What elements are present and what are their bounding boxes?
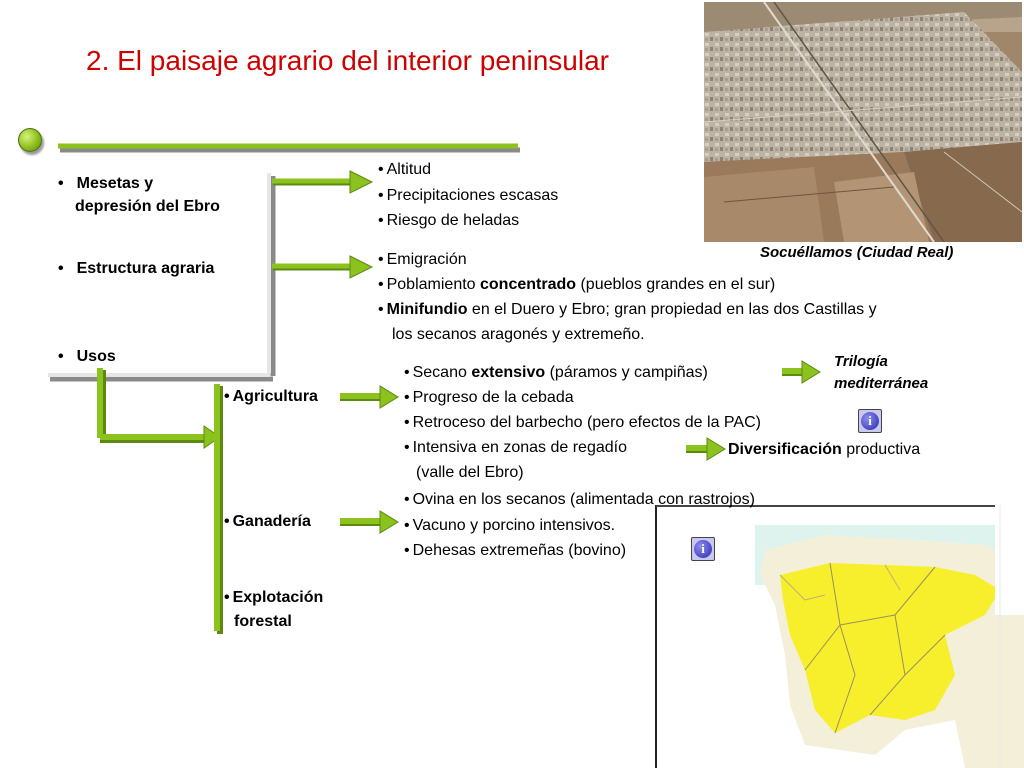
block1-item-altitud-text: Altitud (386, 161, 432, 178)
gan-dehesas-text: Dehesas extremeñas (bovino) (412, 542, 627, 559)
trilogia-label (834, 351, 928, 395)
agri-barbecho-text: Retroceso del barbecho (pero efectos de la PAC) (412, 414, 761, 431)
agri-cebada-text: Progreso de la cebada (412, 389, 574, 406)
block2-minifundio-post: en el Duero y Ebro; gran propiedad en las dos Castillas y (467, 301, 877, 318)
info-icon: i (861, 412, 879, 430)
usos-agricultura (224, 385, 318, 409)
gan-vacuno-text: Vacuno y porcino intensivos. (412, 517, 616, 534)
agri-intensiva-line2: (valle del Ebro) (416, 464, 524, 481)
agri-item-intensiva (404, 436, 627, 460)
diversificacion-bold: Diversificación (728, 441, 842, 458)
left-item-estructura (58, 257, 214, 281)
block2-poblamiento-post: (pueblos grandes en el sur) (576, 276, 776, 293)
diversificacion-label (728, 438, 920, 462)
agri-item-secano (404, 361, 708, 385)
block2-poblamiento-pre: Poblamiento (386, 276, 480, 293)
agri-secano-pre: Secano (412, 364, 472, 381)
gan-item-ovina (404, 488, 755, 512)
usos-ganaderia-label: Ganadería (232, 513, 311, 530)
arrow-to-agricultura (340, 386, 398, 408)
block2-minifundio-bold: Minifundio (386, 301, 468, 318)
block2-poblamiento-bold: concentrado (480, 276, 577, 293)
left-item-usos (58, 345, 116, 369)
arrow-to-diversificacion (686, 438, 725, 460)
agri-secano-bold: extensivo (471, 364, 546, 381)
left-item-mesetas-l1: Mesetas y (76, 175, 154, 192)
agri-secano-post: (páramos y campiñas) (545, 364, 708, 381)
usos-ganaderia (224, 510, 311, 534)
trilogia-l1: Trilogía (834, 353, 888, 370)
left-item-usos-label: Usos (76, 348, 116, 365)
agri-intensiva-text: Intensiva en zonas de regadío (412, 439, 627, 456)
usos-explotacion-l2: forestal (234, 613, 292, 630)
block1-item-altitud (378, 158, 431, 182)
left-item-mesetas-l2: depresión del Ebro (75, 198, 220, 215)
info-button-dehesas[interactable] (691, 537, 715, 561)
arrow-to-trilogia (782, 361, 820, 383)
gan-item-dehesas (404, 539, 626, 563)
left-item-mesetas (58, 172, 220, 218)
gan-ovina-text: Ovina en los secanos (alimentada con rastrojos) (412, 491, 755, 508)
agri-item-cebada (404, 386, 574, 410)
block1-item-heladas-text: Riesgo de heladas (386, 212, 520, 229)
block2-item-emigracion-text: Emigración (386, 251, 467, 268)
photo-caption: Socuéllamos (Ciudad Real) (760, 244, 954, 261)
block2-item-poblamiento (378, 273, 775, 297)
usos-explotacion-l1: Explotación (232, 589, 324, 606)
block1-item-precip (378, 184, 558, 208)
block2-minifundio-line2: los secanos aragonés y extremeño. (392, 326, 645, 343)
block1-item-heladas (378, 209, 519, 233)
arrow-to-block1 (272, 171, 372, 193)
agri-item-barbecho (404, 411, 761, 435)
block2-item-minifundio (378, 298, 877, 322)
diversificacion-rest: productiva (841, 441, 921, 458)
info-icon: i (694, 540, 712, 558)
usos-agricultura-label: Agricultura (232, 388, 318, 405)
arrow-to-block2 (272, 256, 372, 278)
usos-explotacion (224, 586, 323, 610)
trilogia-l2: mediterránea (834, 375, 929, 392)
block2-item-emigracion (378, 248, 467, 272)
gan-item-vacuno (404, 514, 615, 538)
info-button-pac[interactable] (858, 409, 882, 433)
page-title: 2. El paisaje agrario del interior peninsular (86, 45, 609, 76)
left-item-estructura-label: Estructura agraria (76, 260, 215, 277)
arrow-to-ganaderia (340, 511, 398, 533)
block1-item-precip-text: Precipitaciones escasas (386, 187, 559, 204)
